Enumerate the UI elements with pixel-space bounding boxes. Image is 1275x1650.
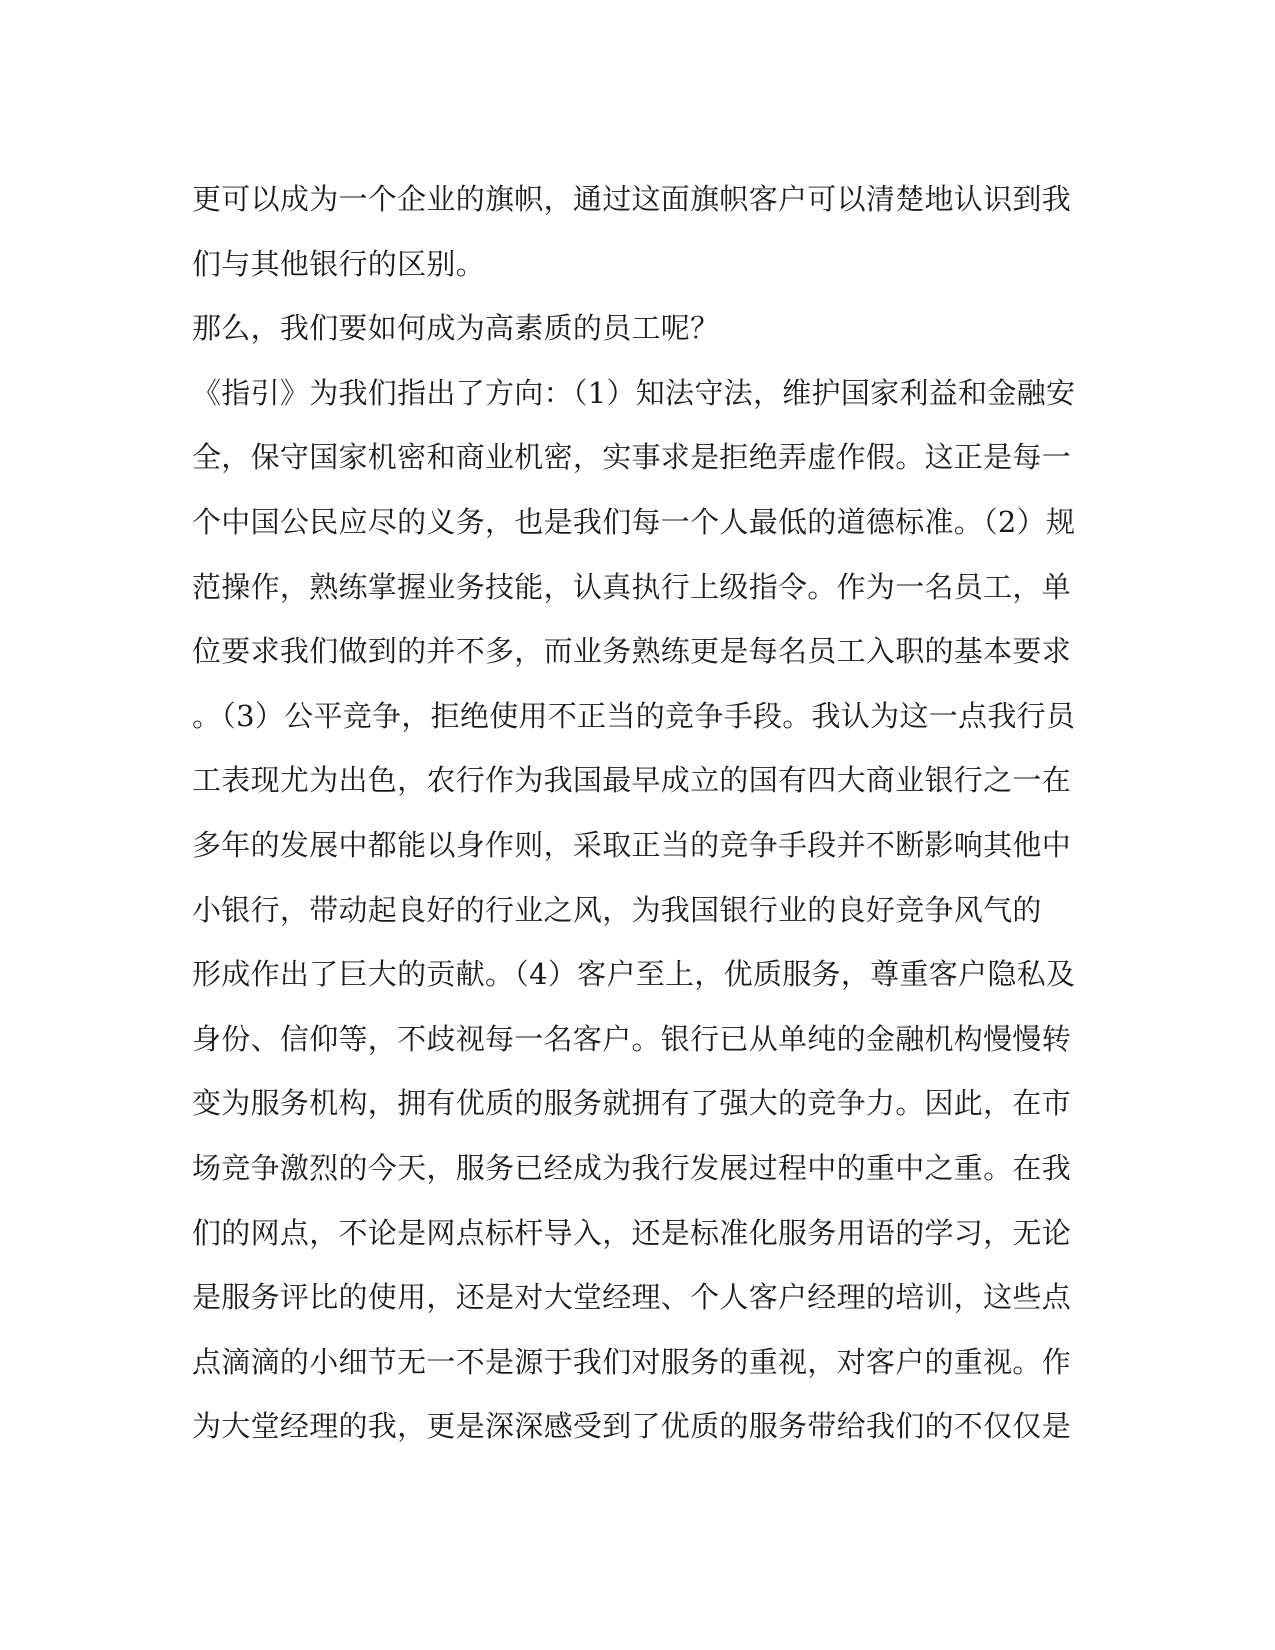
text-line: 们的网点，不论是网点标杆导入，还是标准化服务用语的学习，无论 [192, 1215, 1072, 1250]
text-line: 多年的发展中都能以身作则，采取正当的竞争手段并不断影响其他中 [192, 827, 1072, 862]
text-line: 变为服务机构，拥有优质的服务就拥有了强大的竞争力。因此，在市 [192, 1086, 1072, 1121]
text-line: 个中国公民应尽的义务，也是我们每一个人最低的道德标准。（2）规 [192, 504, 1076, 539]
text-line: 《指引》为我们指出了方向：（1）知法守法，维护国家利益和金融安 [192, 375, 1076, 410]
text-line: 工表现尤为出色，农行作为我国最早成立的国有四大商业银行之一在 [192, 763, 1072, 798]
text-line: 场竞争激烈的今天，服务已经成为我行发展过程中的重中之重。在我 [192, 1150, 1072, 1185]
text-line: 形成作出了巨大的贡献。（4）客户至上，优质服务，尊重客户隐私及 [192, 957, 1076, 992]
text-line: 小银行，带动起良好的行业之风，为我国银行业的良好竞争风气的 [192, 892, 1042, 927]
text-line: 位要求我们做到的并不多，而业务熟练更是每名员工入职的基本要求 [192, 634, 1072, 669]
body-text [192, 167, 1092, 1459]
text-line: 为大堂经理的我，更是深深感受到了优质的服务带给我们的不仅仅是 [192, 1409, 1072, 1444]
text-line: 。（3）公平竞争，拒绝使用不正当的竞争手段。我认为这一点我行员 [192, 698, 1076, 733]
text-line: 是服务评比的使用，还是对大堂经理、个人客户经理的培训，这些点 [192, 1280, 1072, 1315]
text-line: 全，保守国家机密和商业机密，实事求是拒绝弄虚作假。这正是每一 [192, 440, 1072, 475]
text-line: 更可以成为一个企业的旗帜，通过这面旗帜客户可以清楚地认识到我 [192, 182, 1072, 216]
text-line: 们与其他银行的区别。 [192, 246, 486, 281]
text-line: 点滴滴的小细节无一不是源于我们对服务的重视，对客户的重视。作 [192, 1344, 1072, 1379]
text-line: 身份、信仰等，不歧视每一名客户。银行已从单纯的金融机构慢慢转 [192, 1021, 1072, 1056]
text-line: 范操作，熟练掌握业务技能，认真执行上级指令。作为一名员工，单 [192, 569, 1072, 604]
text-line: 那么，我们要如何成为高素质的员工呢？ [192, 311, 720, 346]
